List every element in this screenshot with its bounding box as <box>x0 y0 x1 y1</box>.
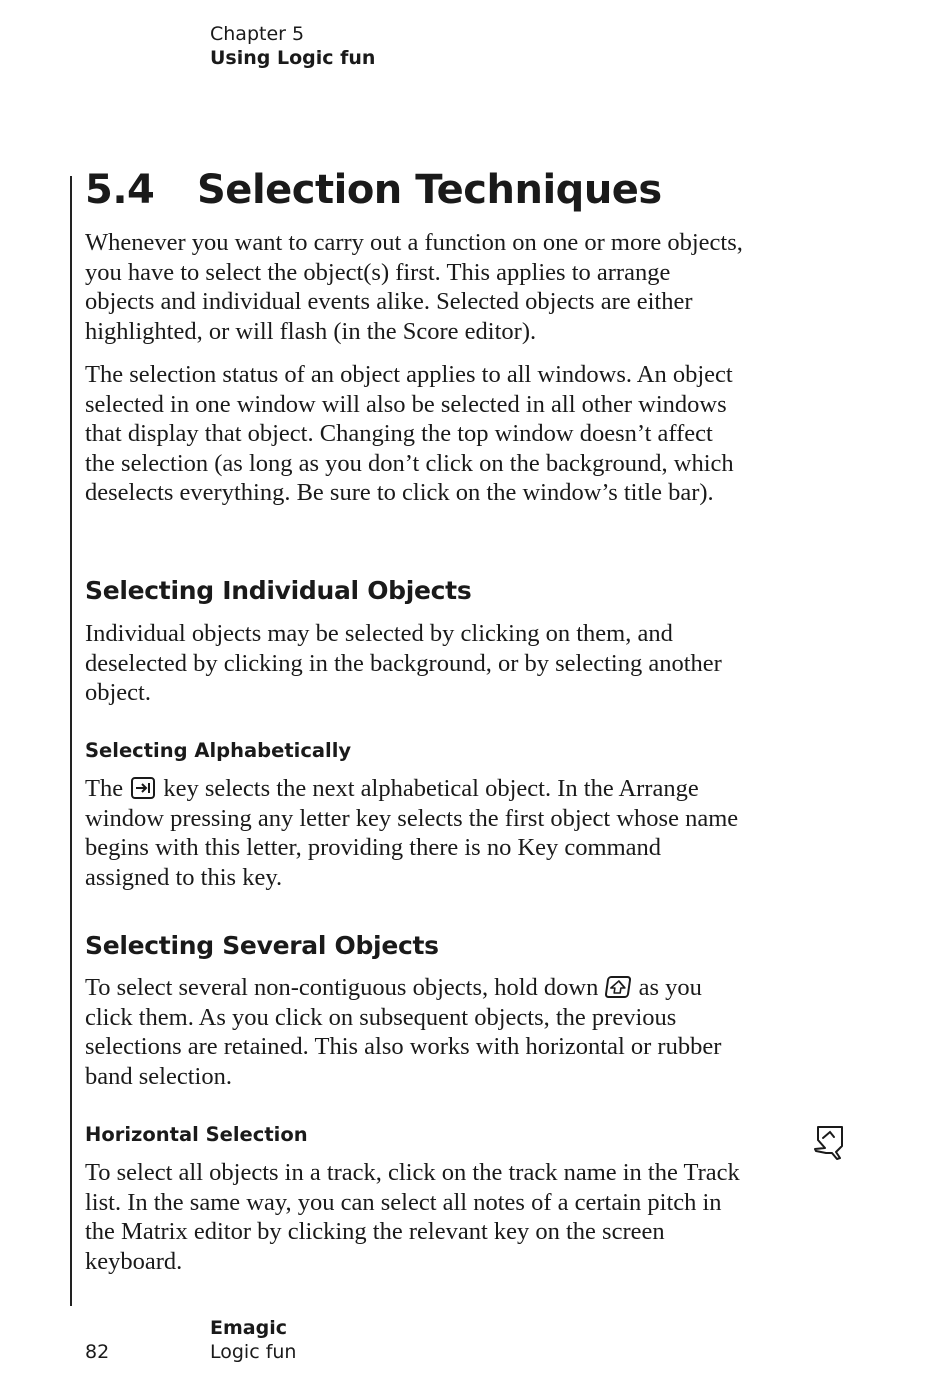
page-number: 82 <box>85 1341 110 1363</box>
alphabetical-text-end: key selects the next alphabetical object. In the Arrange window pressing any letter key selects the first object whose name begins with this letter, providing there is no Key command assigned to this key. <box>85 775 739 891</box>
section-heading <box>85 164 662 216</box>
section-number: 5.4 <box>85 167 155 213</box>
tab-key-icon <box>131 777 155 799</box>
subheading-individual: Selecting Individual Objects <box>85 576 472 605</box>
intro-paragraph-2: The selection status of an object applies to all windows. An object selected in one window will also be selected in all other windows that display that object. Changing the top window doesn’t affect the selection (as long as you don’t click on the background, which deselects everything. Be sure to click on the window’s title bar). <box>85 361 734 506</box>
hand-pointer-icon <box>812 1124 848 1167</box>
footer-brand-name: Emagic <box>210 1317 287 1339</box>
shift-key-icon <box>605 976 632 998</box>
margin-rule <box>70 176 72 1306</box>
several-text-end: as you click them. As you click on subsequent objects, the previous selections are retained. This also works with horizontal or rubber band selection. <box>85 974 722 1090</box>
subheading-horizontal: Horizontal Selection <box>85 1123 308 1146</box>
chapter-number: Chapter 5 <box>210 23 305 45</box>
intro-paragraph-1: Whenever you want to carry out a function on one or more objects, you have to select the object(s) first. This applies to arrange objects and individual events alike. Selected objects are either highlighted, or will flash (in the Score editor). <box>85 229 743 345</box>
section-title: Selection Techniques <box>197 167 662 213</box>
several-text-start: To select several non-contiguous objects, hold down <box>85 974 599 1001</box>
running-head <box>210 22 375 70</box>
several-paragraph <box>85 973 745 1091</box>
chapter-title: Using Logic fun <box>210 47 376 69</box>
subheading-several: Selecting Several Objects <box>85 931 439 960</box>
individual-paragraph: Individual objects may be selected by clicking on them, and deselected by clicking in the background, or by selecting another object. <box>85 620 722 706</box>
horizontal-paragraph: To select all objects in a track, click on the track name in the Track list. In the same way, you can select all notes of a certain pitch in the Matrix editor by clicking the relevant key on the screen keyboard. <box>85 1159 740 1275</box>
footer-product-name: Logic fun <box>210 1341 297 1363</box>
subheading-alphabetical: Selecting Alphabetically <box>85 739 352 762</box>
footer-brand <box>210 1316 296 1364</box>
alphabetical-text-start: The <box>85 775 124 802</box>
alphabetical-paragraph <box>85 774 745 892</box>
